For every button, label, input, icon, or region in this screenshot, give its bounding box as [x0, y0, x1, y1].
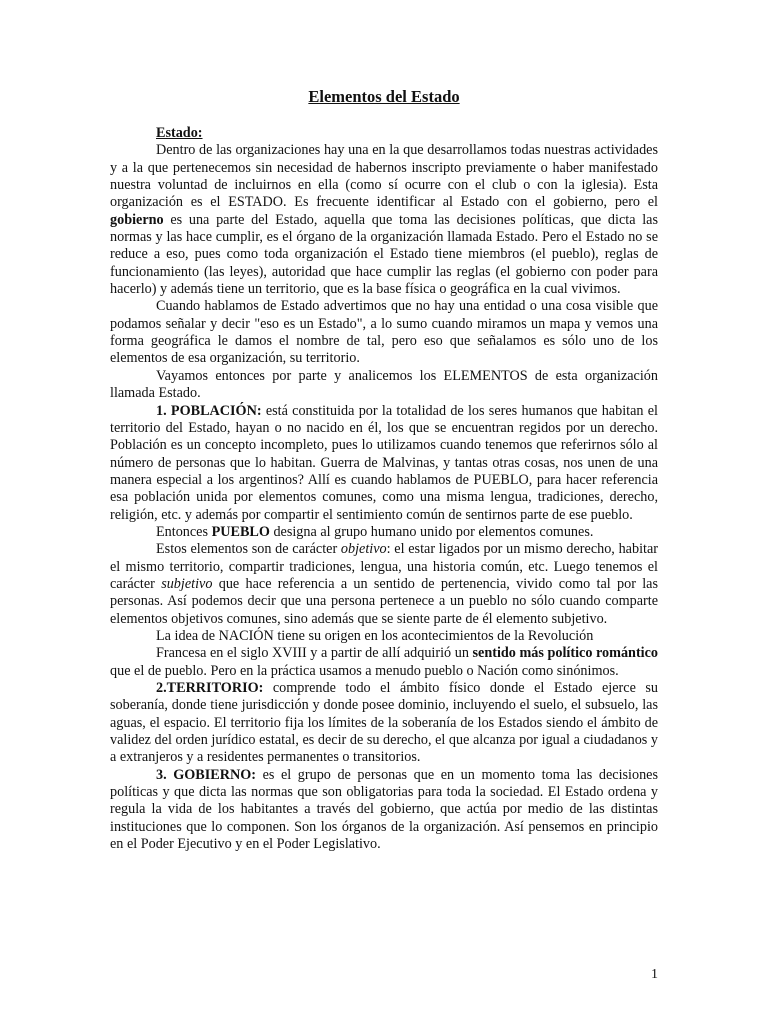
paragraph-estado [110, 142, 658, 298]
paragraph-caracter [110, 541, 658, 628]
italic-term: subjetivo [161, 575, 213, 592]
paragraph-poblacion [110, 403, 658, 524]
paragraph-pueblo [110, 524, 658, 541]
bold-term: 3. GOBIERNO: [156, 766, 256, 783]
bold-term: sentido más político romántico [472, 645, 659, 662]
text-run: está constituida por la totalidad de los seres humanos que habitan el territorio del Estado, hayan o no nacido en él, los que se encuentran regidos por un derecho. Población es un concepto incompleto, pues lo utilizamos cuando tenemos que referirnos sólo al número de personas que lo habitan. Guerra de Malvinas, y tantas otras cosas, nos unen de una manera especial a los argentinos? Allí es cuando hablamos de PUEBLO, para hacer referencia esa población unida por elementos comunes, como una misma lengua, tradiciones, derecho, religión, etc. y además por compartir el sentimiento común de sentirnos parte de ese pueblo. [110, 402, 658, 523]
text-run: es una parte del Estado, aquella que toma las decisiones políticas, que dicta las normas y las hace cumplir, es el órgano de la organización llamada Estado. Pero el Estado no se reduce a eso, pues como toda organización el Estado tiene miembros (el pueblo), reglas de funcionamiento (las leyes), autoridad que hace cumplir las reglas (el gobierno con poder para hacerlo) y además tiene un territorio, que es la base física o geográfica en la cual vivimos. [110, 211, 658, 298]
section-heading: Estado: [156, 125, 203, 141]
bold-term: 2.TERRITORIO: [156, 680, 264, 696]
bold-term: 1. POBLACIÓN: [156, 402, 262, 419]
text-run: es el grupo de personas que en un momento toma las decisiones políticas y que dicta las normas que son obligatorias para toda la sociedad. El Estado ordena y regula la vida de los habitantes a través del gobierno, que actúa por medio de las distintas instituciones que lo componen. Son los órganos de la organización. Así pensemos en principio en el Poder Ejecutivo y en el Poder Legislativo. [110, 766, 658, 853]
paragraph-francesa [110, 645, 658, 680]
paragraph-gobierno [110, 767, 658, 854]
document-body [110, 125, 658, 853]
text-run: : el estar ligados por un mismo derecho, habitar el mismo territorio, compartir tradiciones, lengua, una historia común, etc. Luego tenemos el carácter [110, 541, 658, 592]
text-run: que el de pueblo. Pero en la práctica usamos a menudo pueblo o Nación como sinónimos. [110, 662, 619, 679]
text-run: comprende todo el ámbito físico donde el Estado ejerce su soberanía, donde tiene jurisdicción y donde posee dominio, incluyendo el suelo, el subsuelo, las aguas, el espacio. El territorio fija los límites de la soberanía de los Estados siendo el ámbito de validez del orden jurídico estatal, es decir de su derecho, el que alcanza por igual a ciudadanos y a extranjeros y a residentes permanentes o transitorios. [110, 680, 658, 766]
page-number: 1 [651, 967, 658, 982]
bold-term: PUEBLO [211, 523, 270, 540]
text-run: Entonces [156, 523, 212, 540]
text-run: Dentro de las organizaciones hay una en la que desarrollamos todas nuestras actividades y a la que pertenecemos sin necesidad de habernos inscripto previamente o haber manifestado nuestra voluntad de incluirnos en ella (como sí ocurre con el club o con la iglesia). Esta organización es el ESTADO. Es frecuente identificar al Estado con el gobierno, pero el [110, 142, 658, 211]
text-run: que hace referencia a un sentido de pertenencia, vivido como tal por las personas. Así podemos decir que una persona pertenece a un pueblo no sólo cuando comparte elementos objetivos comunes, sino además que se siente parte de él elemento subjetivo. [110, 575, 658, 627]
paragraph-territorio [110, 680, 658, 767]
text-run: Estos elementos son de carácter [156, 541, 341, 558]
text-run: designa al grupo humano unido por elementos comunes. [269, 523, 594, 540]
bold-term: gobierno [110, 211, 164, 228]
paragraph-entidad: Cuando hablamos de Estado advertimos que no hay una entidad o una cosa visible que podamos señalar y decir "eso es un Estado", a lo sumo cuando miramos un mapa y vemos una forma geográfica le damos el nombre de tal, pero eso que señalamos es sólo uno de los elementos de esa organización, su territorio. [110, 298, 658, 367]
text-run: Francesa en el siglo XVIII y a partir de allí adquirió un [156, 645, 473, 662]
italic-term: objetivo [340, 541, 387, 558]
paragraph-elementos: Vayamos entonces por parte y analicemos los ELEMENTOS de esta organización llamada Estado. [110, 367, 658, 402]
document-title: Elementos del Estado [308, 87, 460, 106]
paragraph-nacion: La idea de NACIÓN tiene su origen en los acontecimientos de la Revolución [156, 627, 594, 644]
